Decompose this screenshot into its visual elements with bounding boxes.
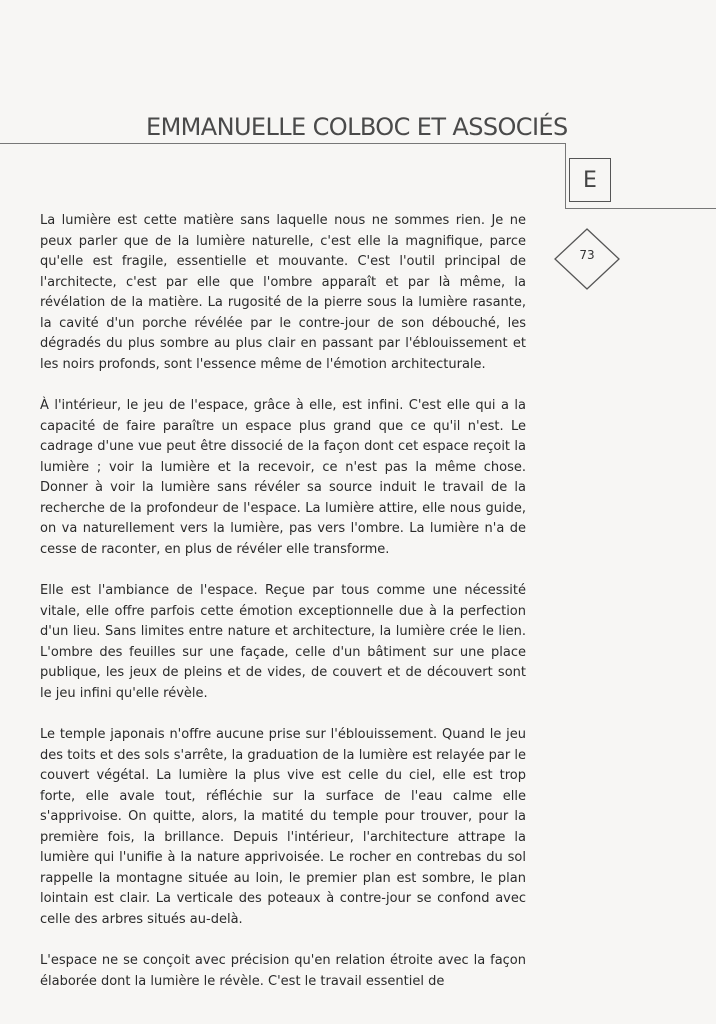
- paragraph-1: La lumière est cette matière sans laquelle nous ne sommes rien. Je ne peux parler que de la lumière naturelle, c'est elle la magnifique, parce qu'elle est fragile, essentielle et mouvante. C'est l'outil principal de l'architecte, c'est par elle que l'ombre apparaît et par là même, la révélation de la matière. La rugosité de la pierre sous la lumière rasante, la cavité d'un porche révélée par le contre-jour de son débouché, les dégradés du plus sombre au plus clair en passant par l'éblouissement et les noirs profonds, sont l'essence même de l'émotion architecturale.: [40, 213, 526, 372]
- paragraph-3: Elle est l'ambiance de l'espace. Reçue par tous comme une nécessité vitale, elle offre parfois cette émotion exceptionnelle due à la perfection d'un lieu. Sans limites entre nature et architecture, la lumière crée le lien. L'ombre des feuilles sur une façade, celle d'un bâtiment sur une place publique, les jeux de pleins et de vides, de couvert et de découvert sont le jeu infini qu'elle révèle.: [40, 583, 526, 701]
- tab-rule-vertical: [565, 143, 566, 208]
- paragraph-2: À l'intérieur, le jeu de l'espace, grâce à elle, est infini. C'est elle qui a la capacité de faire paraître un espace plus grand que ce qu'il n'est. Le cadrage d'une vue peut être dissocié de la façon dont cet espace reçoit la lumière ; voir la lumière et la recevoir, ce n'est pas la même chose. Donner à voir la lumière sans révéler sa source induit le travail de la recherche de la profondeur de l'espace. La lumière attire, elle nous guide, on va naturellement vers la lumière, pas vers l'ombre. La lumière n'a de cesse de raconter, en plus de révéler elle transforme.: [40, 398, 526, 557]
- page-number: 73: [579, 248, 595, 262]
- page-header-title: EMMANUELLE COLBOC ET ASSOCIÉS: [146, 113, 568, 141]
- body-text: [40, 211, 526, 1013]
- header-rule: [0, 143, 565, 144]
- section-letter-box: E: [569, 158, 611, 202]
- paragraph-4: Le temple japonais n'offre aucune prise sur l'éblouissement. Quand le jeu des toits et des sols s'arrête, la graduation de la lumière est relayée par le couvert végétal. La lumière la plus vive est celle du ciel, elle est trop forte, elle avale tout, réfléchie sur la surface de l'eau calme elle s'apprivoise. On quitte, alors, la matité du temple pour trouver, pour la première fois, la brillance. Depuis l'intérieur, l'architecture attrape la lumière qui l'unifie à la nature apprivoisée. Le rocher en contrebas du sol rappelle la montagne située au loin, le premier plan est sombre, le plan lointain est clair. La verticale des poteaux à contre-jour se confond avec celle des arbres situés au-delà.: [40, 727, 526, 927]
- tab-rule-lower: [565, 208, 716, 209]
- paragraph-5: L'espace ne se conçoit avec précision qu'en relation étroite avec la façon élaborée dont la lumière le révèle. C'est le travail essentiel de: [40, 953, 526, 989]
